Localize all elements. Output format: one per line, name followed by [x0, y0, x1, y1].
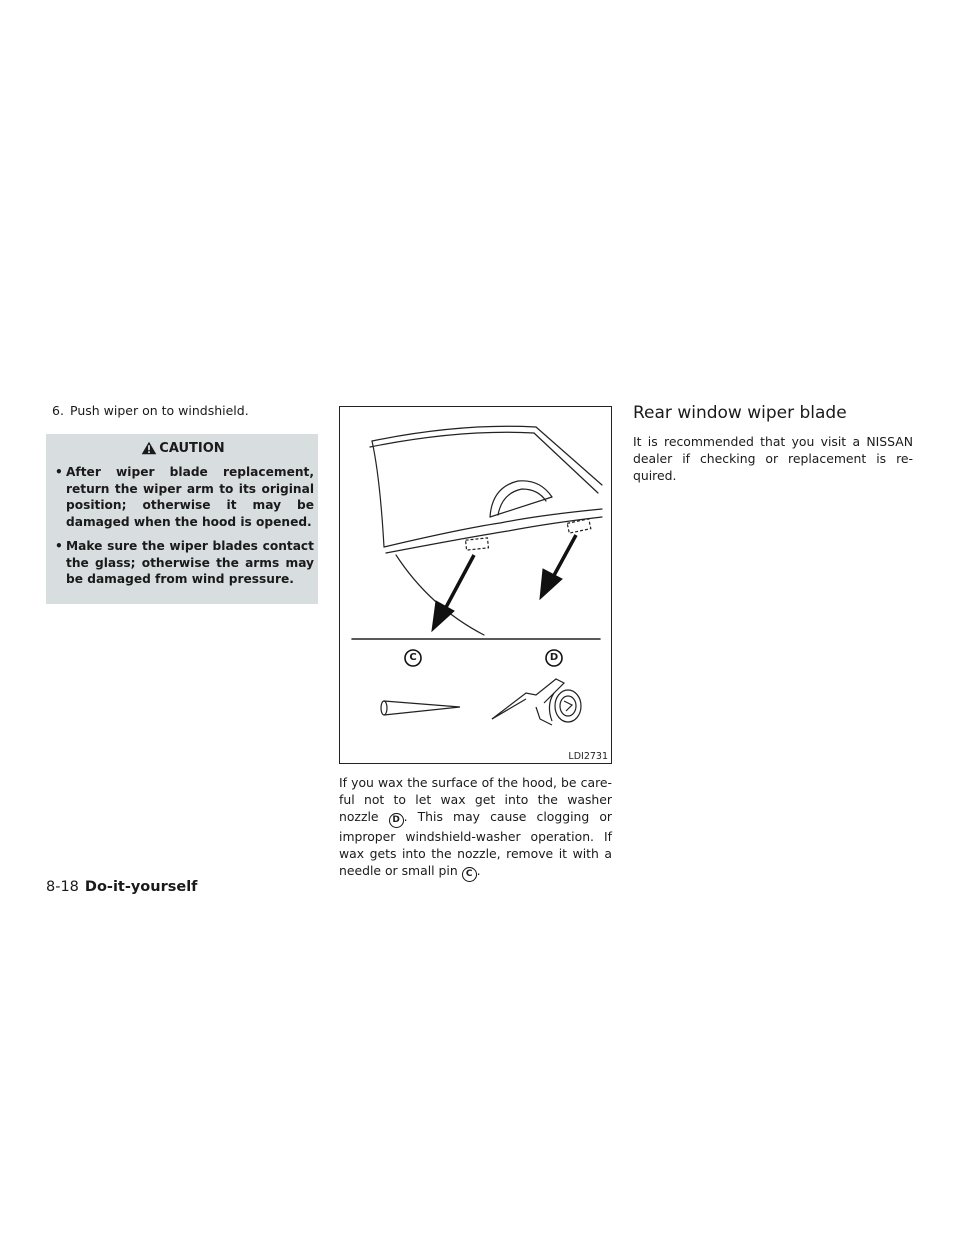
step-6: [52, 402, 318, 420]
figure-code: LDI2731: [568, 751, 608, 762]
callout-c-label: C: [409, 652, 417, 663]
page-number: 8-18: [46, 879, 79, 895]
rear-wiper-paragraph: It is recommended that you visit a NISSAN dealer if checking or replacement is re-quired.: [633, 434, 913, 483]
callout-c-inline: C: [462, 867, 477, 882]
middle-column: [339, 406, 612, 894]
section-title: Do-it-yourself: [84, 879, 198, 895]
page-footer: [46, 878, 198, 896]
washer-nozzle-figure: [339, 406, 612, 764]
step-text: Push wiper on to windshield.: [70, 403, 249, 418]
washer-nozzle-illustration: [340, 407, 611, 763]
caution-item: • Make sure the wiper blades contact the glass; otherwise the arms may be damaged from wind pressure.: [52, 538, 314, 588]
wax-text-3: .: [476, 863, 481, 878]
caution-header: [52, 440, 314, 458]
callout-d-label: D: [549, 652, 559, 663]
wax-text-1: If you wax the surface of the hood, be care-ful not to let wax get into the washer nozzle: [339, 775, 612, 824]
caution-box: [46, 434, 318, 604]
warning-triangle-icon: [141, 441, 157, 455]
step-number: 6.: [52, 403, 64, 418]
wax-warning-paragraph: [339, 774, 612, 882]
caution-list: [52, 464, 314, 588]
right-column: [633, 402, 913, 496]
wax-text-2: . This may cause clogging or improper windshield-washer operation. If wax gets into the nozzle, remove it with a needle or small pin: [339, 809, 612, 878]
section-heading: Rear window wiper blade: [633, 403, 847, 423]
caution-title: CAUTION: [159, 441, 225, 456]
left-column: [46, 402, 318, 604]
caution-item: • After wiper blade replacement, return the wiper arm to its original position; otherwise it may be damaged when the hood is opened.: [52, 464, 314, 530]
callout-d-inline: D: [389, 813, 404, 828]
